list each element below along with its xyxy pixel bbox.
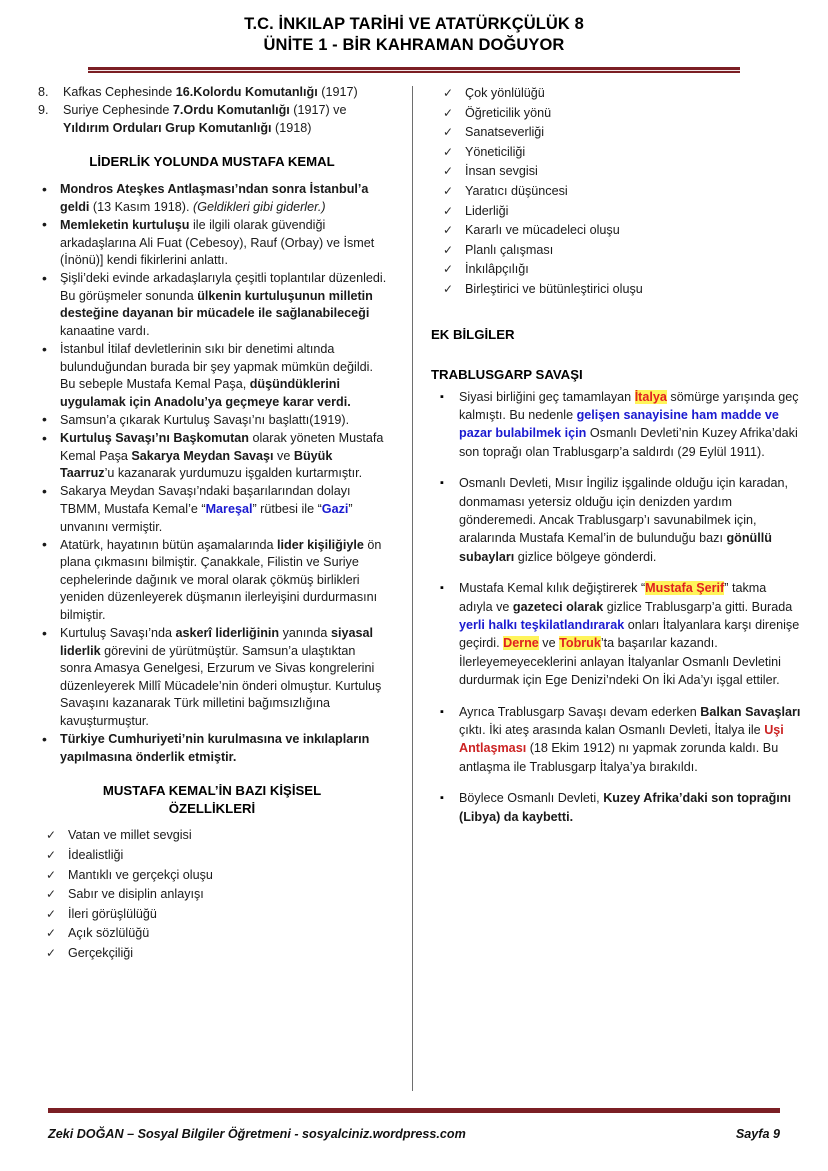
list-item: ✓ Çok yönlülüğü xyxy=(431,84,802,104)
list-item: ✓ Birleştirici ve bütünleştirici oluşu xyxy=(431,280,802,300)
section-title-kisisel-ozellikler xyxy=(34,782,390,818)
list-item: • Türkiye Cumhuriyeti’nin kurulmasına ve inkılapların yapılmasına önderlik etmiştir. xyxy=(34,731,390,766)
list-item-number: 9. xyxy=(38,103,49,118)
trablusgarp-bullet-list xyxy=(431,388,802,827)
footer-page-number: Sayfa 9 xyxy=(735,1127,780,1141)
two-column-body xyxy=(0,84,828,1099)
left-checklist xyxy=(34,826,390,963)
list-item: ▪ Ayrıca Trablusgarp Savaşı devam ederken Balkan Savaşları çıktı. İki ateş arasında kalan Osmanlı Devleti, İtalya ile Uşi Antlaşması (18 Ekim 1912) nı yapmak zorunda kaldı. Bu antlaşma ile Trablusgarp İtalya’ya bırakıldı. xyxy=(431,703,802,777)
header-title-line-2: ÜNİTE 1 - BİR KAHRAMAN DOĞUYOR xyxy=(263,36,565,54)
list-item: • Şişli’deki evinde arkadaşlarıyla çeşitli toplantılar düzenledi. Bu görüşmeler sonunda ülkenin kurtuluşunun milletin desteğine dayanan bir mücadele ile sağlanabileceği kanaatine vardı. xyxy=(34,270,390,340)
section-title-ek-bilgiler: EK BİLGİLER xyxy=(431,326,515,342)
list-item: • Sakarya Meydan Savaşı’ndaki başarılarından dolayı TBMM, Mustafa Kemal’e “Mareşal” rütbesi ile “Gazi” unvanını vermiştir. xyxy=(34,483,390,536)
list-item: ✓ Açık sözlülüğü xyxy=(34,924,390,944)
list-item: ✓ Kararlı ve mücadeleci oluşu xyxy=(431,221,802,241)
list-item: ✓ Sabır ve disiplin anlayışı xyxy=(34,885,390,905)
list-item: ✓ İnkılâpçılığı xyxy=(431,260,802,280)
liderlik-bullet-list xyxy=(34,181,390,766)
list-item: ▪ Böylece Osmanlı Devleti, Kuzey Afrika’daki son toprağını (Libya) da kaybetti. xyxy=(431,789,802,826)
list-item: ✓ Yaratıcı düşüncesi xyxy=(431,182,802,202)
list-item-number: 8. xyxy=(38,85,49,99)
section-title-liderlik: LİDERLİK YOLUNDA MUSTAFA KEMAL xyxy=(89,154,335,170)
page-header xyxy=(0,0,828,56)
list-item: ✓ Vatan ve millet sevgisi xyxy=(34,826,390,846)
list-item: ✓ İnsan sevgisi xyxy=(431,162,802,182)
list-item xyxy=(34,84,390,101)
section-title-line-2: ÖZELLİKLERİ xyxy=(168,801,256,817)
list-item: • Kurtuluş Savaşı’nı Başkomutan olarak yöneten Mustafa Kemal Paşa Sakarya Meydan Savaşı ve Büyük Taarruz’u kazanarak yurdumuzu işgalden kurtarmıştır. xyxy=(34,430,390,483)
list-item-text: Kafkas Cephesinde 16.Kolordu Komutanlığı (1917) xyxy=(63,85,358,99)
section-title-trablusgarp: TRABLUSGARP SAVAŞI xyxy=(431,366,583,382)
list-item: • Atatürk, hayatının bütün aşamalarında lider kişiliğiyle ön plana çıkmasını bilmiştir. Çanakkale, Filistin ve Suriye cephelerinde dağınık ve moral olarak çökmüş birlikleri yeniden düzenleyerek düşmanın ilerleyişini durdurmasını bilmiştir. xyxy=(34,537,390,625)
header-title-line-1: T.C. İNKILAP TARİHİ VE ATATÜRKÇÜLÜK 8 xyxy=(244,15,584,33)
list-item: ✓ Mantıklı ve gerçekçi oluşu xyxy=(34,866,390,886)
list-item: ✓ Sanatseverliği xyxy=(431,123,802,143)
right-column xyxy=(413,84,828,1099)
list-item: ✓ Öğreticilik yönü xyxy=(431,104,802,124)
header-divider-rule xyxy=(88,67,740,73)
list-item: ✓ İdealistliği xyxy=(34,846,390,866)
list-item: • İstanbul İtilaf devletlerinin sıkı bir denetimi altında bulunduğundan burada bir şey yapmak mümkün değildi. Bu sebeple Mustafa Kemal Paşa, düşündüklerini uygulamak için Anadolu’ya geçmeye karar verdi. xyxy=(34,341,390,411)
list-item: ✓ İleri görüşlülüğü xyxy=(34,905,390,925)
list-item xyxy=(34,102,390,137)
list-item-text: Suriye Cephesinde 7.Ordu Komutanlığı (1917) ve Yıldırım Orduları Grup Komutanlığı (1918) xyxy=(63,103,347,135)
list-item: • Memleketin kurtuluşu ile ilgili olarak güvendiği arkadaşlarına Ali Fuat (Cebesoy), Rauf (Orbay) ve İsmet (İnönü)] kendi fikirlerini anlattı. xyxy=(34,217,390,270)
list-item: ✓ Gerçekçiliği xyxy=(34,944,390,964)
list-item: • Kurtuluş Savaşı’nda askerî liderliğinin yanında siyasal liderlik görevini de yürütmüştür. Samsun’a ulaştıktan sonra Amasya Genelgesi, Erzurum ve Sivas kongrelerini düzenleyerek Millî Mücadele’nin önderi olmuştur. Kurtuluş Savaşını kazanarak Türk milletini bağımsızlığına kavuşturmuştur. xyxy=(34,625,390,731)
list-item: ✓ Planlı çalışması xyxy=(431,241,802,261)
list-item: ✓ Liderliği xyxy=(431,202,802,222)
list-item: ▪ Osmanlı Devleti, Mısır İngiliz işgalinde olduğu için karadan, donmaması yetersiz olduğu için denizden yardım gönderemedi. Ancak Trablusgarp’ı savunabilmek için, aralarında Mustafa Kemal’in de bulunduğu bazı gönüllü subayları gizlice bölgeye gönderdi. xyxy=(431,474,802,566)
list-item: ✓ Yöneticiliği xyxy=(431,143,802,163)
left-column xyxy=(0,84,412,1099)
footer-credit: Zeki DOĞAN – Sosyal Bilgiler Öğretmeni - sosyalciniz.wordpress.com xyxy=(48,1127,466,1141)
right-checklist xyxy=(431,84,802,300)
list-item: • Samsun’a çıkarak Kurtuluş Savaşı’nı başlattı(1919). xyxy=(34,412,390,430)
page-footer xyxy=(48,1127,780,1141)
list-item: • Mondros Ateşkes Antlaşması’ndan sonra İstanbul’a geldi (13 Kasım 1918). (Geldikleri gibi giderler.) xyxy=(34,181,390,216)
footer-divider-rule xyxy=(48,1108,780,1113)
list-item: ▪ Mustafa Kemal kılık değiştirerek “Mustafa Şerif” takma adıyla ve gazeteci olarak gizlice Trablusgarp’a gitti. Burada yerli halkı teşkilatlandırarak onları İtalyanlara karşı direnişe geçirdi. Derne ve Tobruk’ta başarılar kazandı. İlerleyemeyeceklerini anlayan İtalyanlar Osmanlı Devletini durdurmak için Ege Denizi’ndeki On İki Ada’yı işgal ettiler. xyxy=(431,579,802,689)
numbered-duty-list xyxy=(34,84,390,137)
list-item: ▪ Siyasi birliğini geç tamamlayan İtalya sömürge yarışında geç kalmıştı. Bu nedenle gelişen sanayisine ham madde ve pazar bulabilmek için Osmanlı Devleti’nin Kuzey Afrika’daki son toprağı olan Trablusgarp’a saldırdı (29 Eylül 1911). xyxy=(431,388,802,462)
section-title-line-1: MUSTAFA KEMAL’İN BAZI KİŞİSEL xyxy=(102,783,322,799)
